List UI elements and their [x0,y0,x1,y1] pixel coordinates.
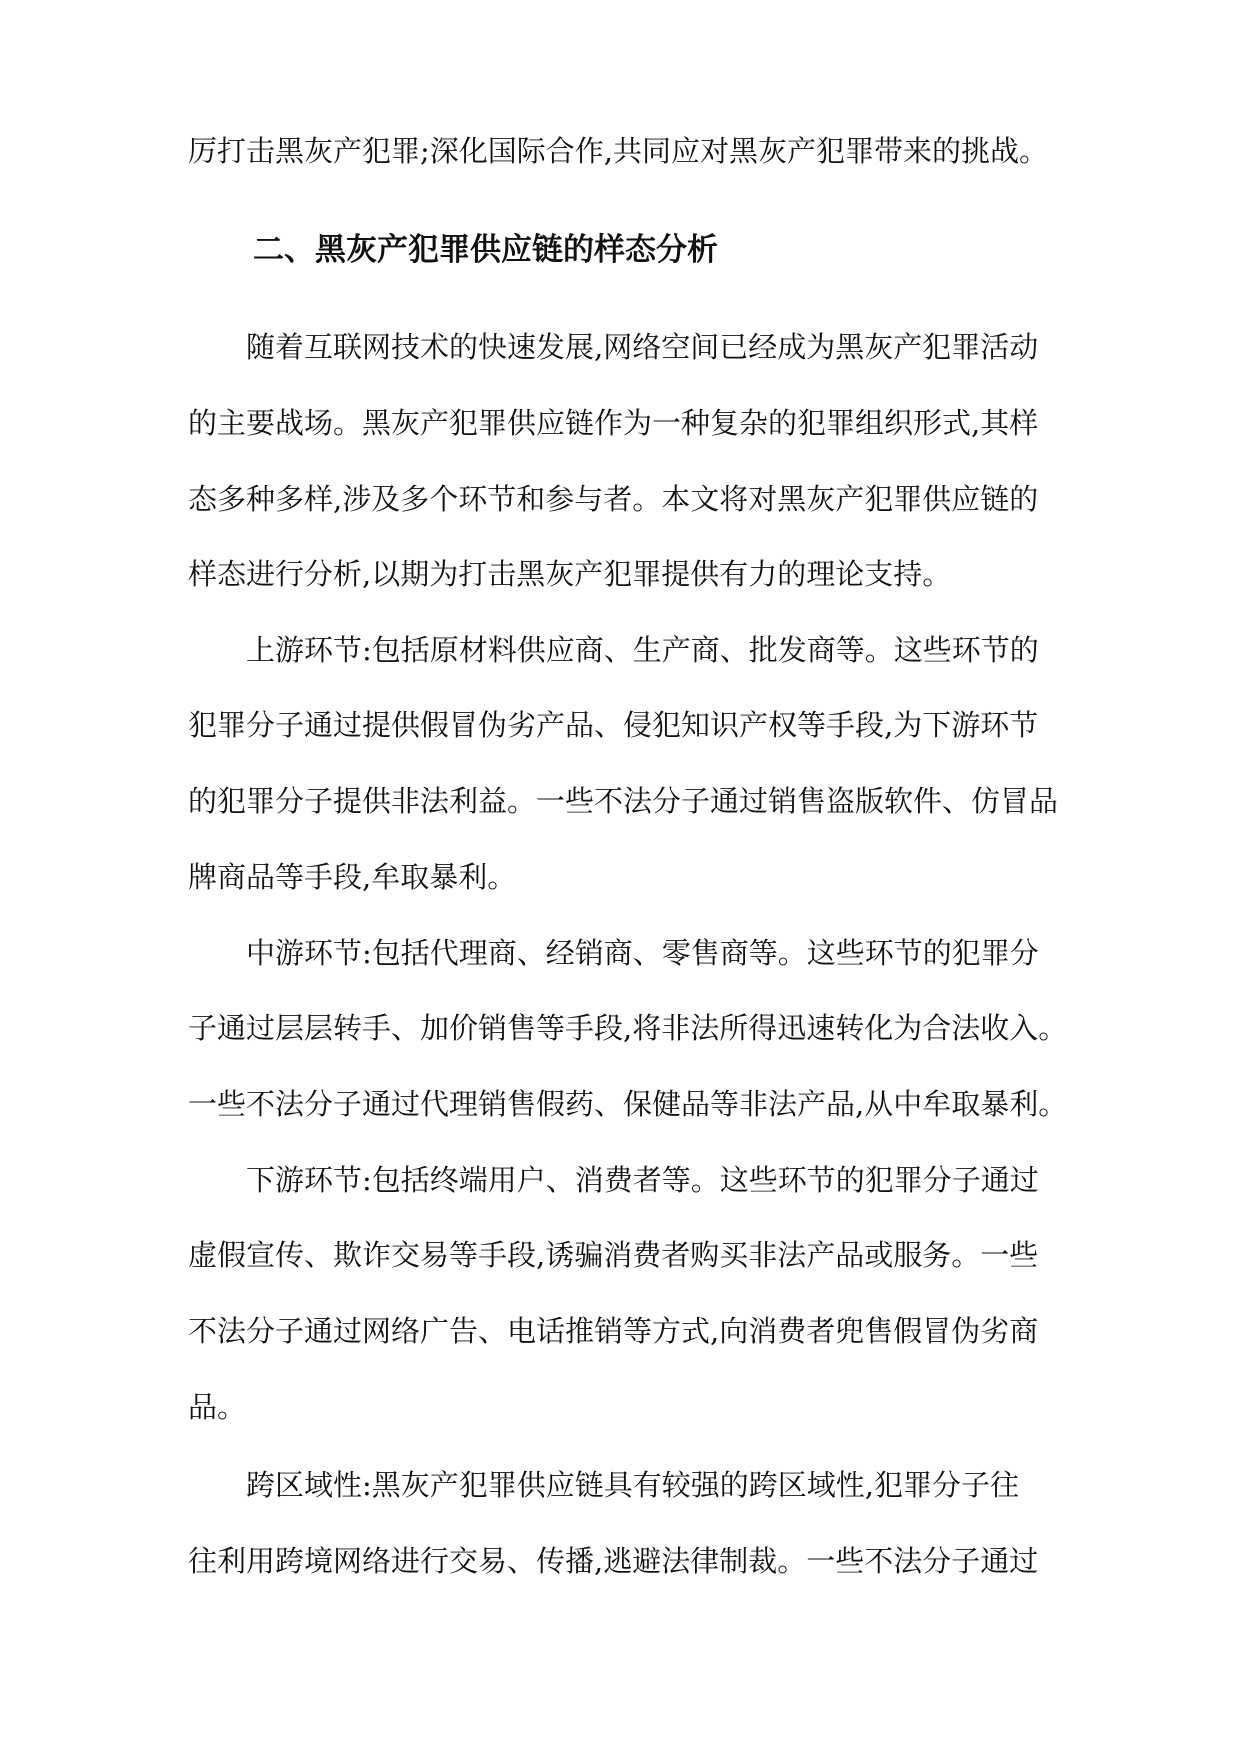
text-line: 的犯罪分子提供非法利益。一些不法分子通过销售盗版软件、仿冒品 [188,784,1059,818]
text-line: 不法分子通过网络广告、电话推销等方式,向消费者兜售假冒伪劣商 [188,1314,1039,1348]
text-line: 态多种多样,涉及多个环节和参与者。本文将对黑灰产犯罪供应链的 [188,482,1039,516]
text-line: 子通过层层转手、加价销售等手段,将非法所得迅速转化为合法收入。 [188,1011,1068,1045]
text-line: 一些不法分子通过代理销售假药、保健品等非法产品,从中牟取暴利。 [188,1087,1068,1121]
section-heading: 二、黑灰产犯罪供应链的样态分析 [253,232,718,268]
text-line: 跨区域性:黑灰产犯罪供应链具有较强的跨区域性,犯罪分子往 [246,1468,1019,1502]
text-line: 牌商品等手段,牟取暴利。 [188,860,517,894]
text-line: 中游环节:包括代理商、经销商、零售商等。这些环节的犯罪分 [246,936,1039,970]
text-line: 厉打击黑灰产犯罪;深化国际合作,共同应对黑灰产犯罪带来的挑战。 [188,134,1048,168]
text-line: 样态进行分析,以期为打击黑灰产犯罪提供有力的理论支持。 [188,557,952,591]
text-line: 品。 [188,1390,247,1424]
text-line: 犯罪分子通过提供假冒伪劣产品、侵犯知识产权等手段,为下游环节 [188,708,1039,742]
text-line: 往利用跨境网络进行交易、传播,逃避法律制裁。一些不法分子通过 [188,1544,1039,1578]
text-line: 随着互联网技术的快速发展,网络空间已经成为黑灰产犯罪活动 [246,330,1039,364]
text-line: 虚假宣传、欺诈交易等手段,诱骗消费者购买非法产品或服务。一些 [188,1238,1039,1272]
text-line: 下游环节:包括终端用户、消费者等。这些环节的犯罪分子通过 [246,1163,1039,1197]
text-line: 的主要战场。黑灰产犯罪供应链作为一种复杂的犯罪组织形式,其样 [188,406,1039,440]
text-line: 上游环节:包括原材料供应商、生产商、批发商等。这些环节的 [246,633,1039,667]
